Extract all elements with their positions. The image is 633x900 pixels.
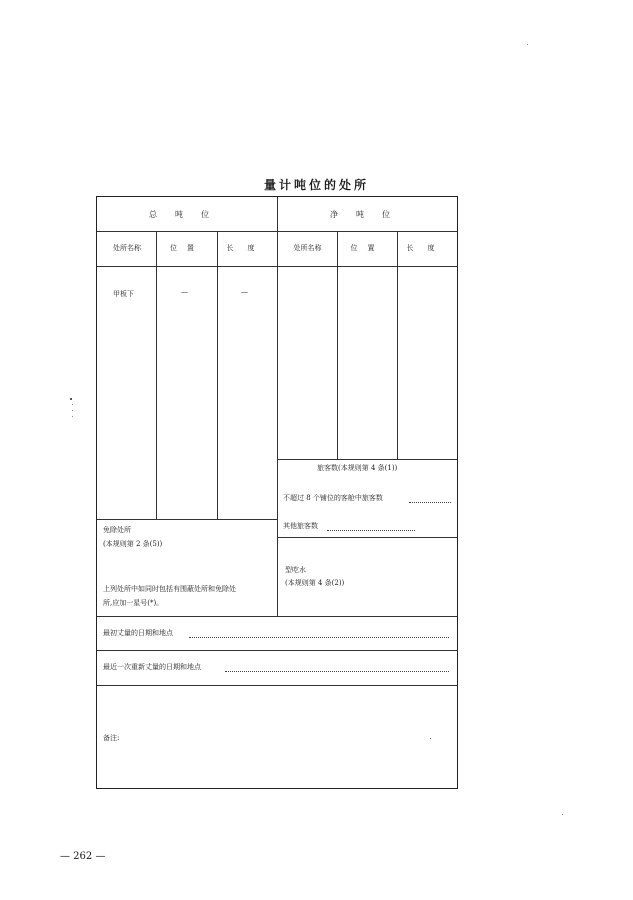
exempt-note-line2: 所,应加一星号(*)。 (103, 599, 164, 607)
exempt-ref: (本规则第 2 条(5)) (103, 540, 163, 548)
rule-passengers-top (277, 459, 457, 460)
scan-speck (562, 814, 563, 815)
scan-speck (72, 410, 73, 411)
rule-draft-top (277, 537, 457, 538)
gross-col-position: 位置 (170, 244, 204, 252)
scan-speck (70, 398, 72, 400)
latest-measure-fill (225, 671, 449, 672)
passengers-berth-fill (409, 502, 451, 503)
net-col-position: 位置 (350, 244, 385, 252)
scan-speck (527, 44, 528, 45)
net-col-place: 处所名称 (293, 244, 322, 252)
tonnage-form-table (96, 196, 458, 789)
scan-speck (430, 738, 431, 739)
rule-gross-col1 (156, 231, 157, 519)
passengers-other-fill (327, 530, 415, 531)
draft-ref: (本规则第 4 条(2)) (285, 579, 345, 587)
gross-row1-position: — (181, 288, 188, 296)
net-tonnage-header: 净吨位 (330, 210, 408, 219)
latest-measure-label: 最近一次重新丈量的日期和地点 (103, 663, 201, 671)
form-title: 量计吨位的处所 (263, 178, 369, 192)
rule-center (277, 197, 278, 616)
passengers-berth-line: 不超过 8 个铺位的客舱中旅客数 (283, 494, 383, 502)
rule-net-col2 (397, 231, 398, 459)
first-measure-fill (189, 637, 449, 638)
rule-first-measure-top (97, 616, 457, 617)
gross-col-place: 处所名称 (113, 244, 141, 252)
rule-net-col1 (337, 231, 338, 459)
rule-remarks-top (97, 685, 457, 686)
first-measure-label: 最初丈量的日期和地点 (103, 629, 173, 637)
passengers-other-line: 其他旅客数 (283, 522, 318, 530)
gross-tonnage-header: 总吨位 (149, 210, 227, 219)
gross-row1-length: — (241, 288, 248, 296)
page-number: — 262 — (60, 851, 106, 862)
rule-latest-measure-top (97, 650, 457, 651)
draft-heading: 型吃水 (285, 566, 306, 574)
remarks-label: 备注: (103, 734, 120, 742)
rule-exempt-top (97, 519, 277, 520)
scan-speck (72, 404, 73, 405)
exempt-note-line1: 上列处所中如同时包括有围蔽处所和免除处 (103, 585, 236, 593)
passengers-heading: 旅客数(本规则第 4 条(1)) (317, 464, 398, 472)
scan-speck (72, 416, 73, 417)
net-col-length: 长度 (406, 244, 449, 252)
exempt-heading: 免除处所 (103, 526, 131, 534)
gross-col-length: 长度 (226, 244, 269, 252)
gross-row1-place: 甲板下 (113, 290, 134, 298)
rule-gross-col2 (217, 231, 218, 519)
